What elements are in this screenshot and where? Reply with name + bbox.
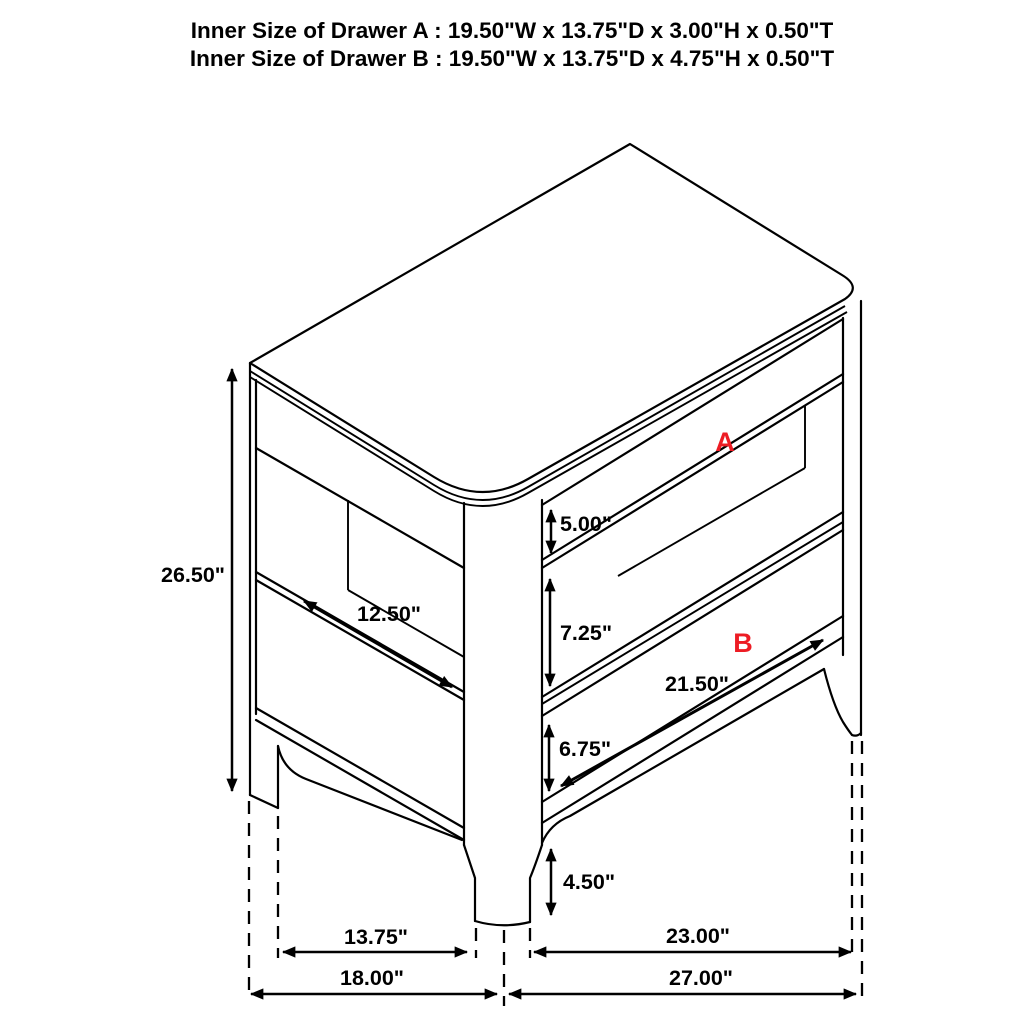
drawer-b-width-value: 21.50" (665, 672, 729, 696)
legs (250, 500, 861, 925)
tabletop (250, 144, 853, 506)
dimension-lines (232, 369, 856, 994)
drawer-a-height-value: 5.00" (559, 512, 613, 536)
title-line-1: Inner Size of Drawer A : 19.50"W x 13.75"D x 3.00"H x 0.50"T (190, 18, 834, 43)
drawer-a-label: A (715, 427, 735, 457)
front-leg-spacing-value: 13.75" (344, 925, 408, 949)
side-leg-spacing-value: 23.00" (666, 924, 730, 948)
overall-width-value: 27.00" (669, 966, 733, 990)
leg-height-value: 4.50" (562, 870, 616, 894)
opening-height-value: 7.25" (559, 621, 613, 645)
drawer-b-label: B (733, 628, 753, 658)
front-face (542, 301, 861, 843)
overall-height-value: 26.50" (161, 563, 225, 587)
title-line-2: Inner Size of Drawer B : 19.50"W x 13.75"D x 4.75"H x 0.50"T (189, 46, 835, 71)
overall-depth-value: 18.00" (340, 966, 404, 990)
drawer-b-height-value: 6.75" (558, 737, 612, 761)
shelf-depth-value: 12.50" (357, 602, 421, 626)
